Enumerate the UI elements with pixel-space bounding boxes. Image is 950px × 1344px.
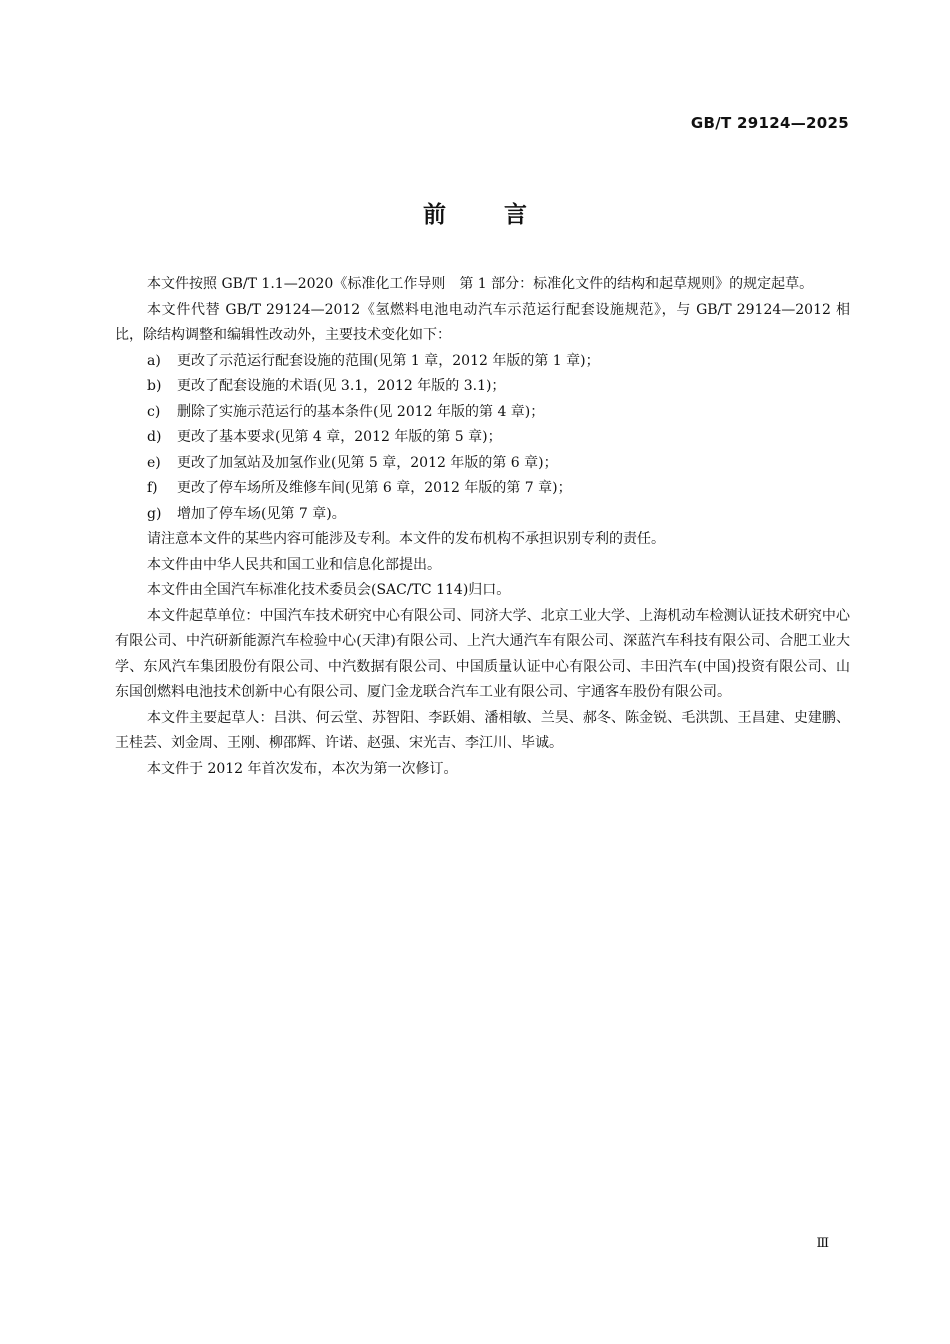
change-item-text: 更改了加氢站及加氢作业(见第 5 章，2012 年版的第 6 章)； [177,454,558,471]
change-item [115,425,850,451]
change-item-letter: f) [147,480,158,496]
change-item [115,374,850,400]
paragraph-drafters: 本文件主要起草人：吕洪、何云堂、苏智阳、李跃娟、潘相敏、兰昊、郝冬、陈金锐、毛洪凯、王昌建、史建鹏、王桂芸、刘金周、王刚、柳邵辉、许诺、赵强、宋光吉、李江川、毕诚。 [115,709,850,751]
document-body [115,272,850,782]
paragraph-replacement: 本文件代替 GB/T 29124—2012《氢燃料电池电动汽车示范运行配套设施规范》，与 GB/T 29124—2012 相比，除结构调整和编辑性改动外，主要技术变化如下： [115,301,850,343]
change-item [115,451,850,477]
paragraph-proposer: 本文件由中华人民共和国工业和信息化部提出。 [147,556,441,573]
change-item [115,502,850,528]
paragraph-history: 本文件于 2012 年首次发布，本次为第一次修订。 [147,760,458,777]
change-item-text: 删除了实施示范运行的基本条件(见 2012 年版的第 4 章)； [177,403,545,420]
paragraph-drafting-rules: 本文件按照 GB/T 1.1—2020《标准化工作导则 第 1 部分：标准化文件的结构和起草规则》的规定起草。 [147,276,814,292]
paragraph-drafting-units: 本文件起草单位：中国汽车技术研究中心有限公司、同济大学、北京工业大学、上海机动车检测认证技术研究中心有限公司、中汽研新能源汽车检验中心(天津)有限公司、上汽大通汽车有限公司、深蓝汽车科技有限公司、合肥工业大学、东风汽车集团股份有限公司、中汽数据有限公司、中国质量认证中心有限公司、丰田汽车(中国)投资有限公司、山东国创燃料电池技术创新中心有限公司、厦门金龙联合汽车工业有限公司、宇通客车股份有限公司。 [115,607,850,700]
change-item-letter: d) [147,429,162,445]
change-item-text: 更改了基本要求(见第 4 章，2012 年版的第 5 章)； [177,429,502,445]
change-item [115,400,850,426]
paragraph-committee: 本文件由全国汽车标准化技术委员会(SAC/TC 114)归口。 [147,582,511,598]
change-item-letter: g) [147,505,162,522]
change-item [115,476,850,502]
change-item-letter: c) [147,403,161,420]
page-number: Ⅲ [816,1236,829,1251]
page-title: 前言 [423,202,585,228]
change-item-text: 更改了配套设施的术语(见 3.1，2012 年版的 3.1)； [177,378,506,394]
change-item-letter: e) [147,454,161,471]
change-item-letter: b) [147,378,162,394]
change-item-letter: a) [147,352,161,369]
change-item-text: 增加了停车场(见第 7 章)。 [177,505,346,522]
change-item-text: 更改了示范运行配套设施的范围(见第 1 章，2012 年版的第 1 章)； [177,352,600,369]
paragraph-patent-notice: 请注意本文件的某些内容可能涉及专利。本文件的发布机构不承担识别专利的责任。 [147,531,665,547]
change-item-text: 更改了停车场所及维修车间(见第 6 章，2012 年版的第 7 章)； [177,480,572,496]
change-item [115,349,850,375]
standard-code: GB/T 29124—2025 [690,114,849,132]
